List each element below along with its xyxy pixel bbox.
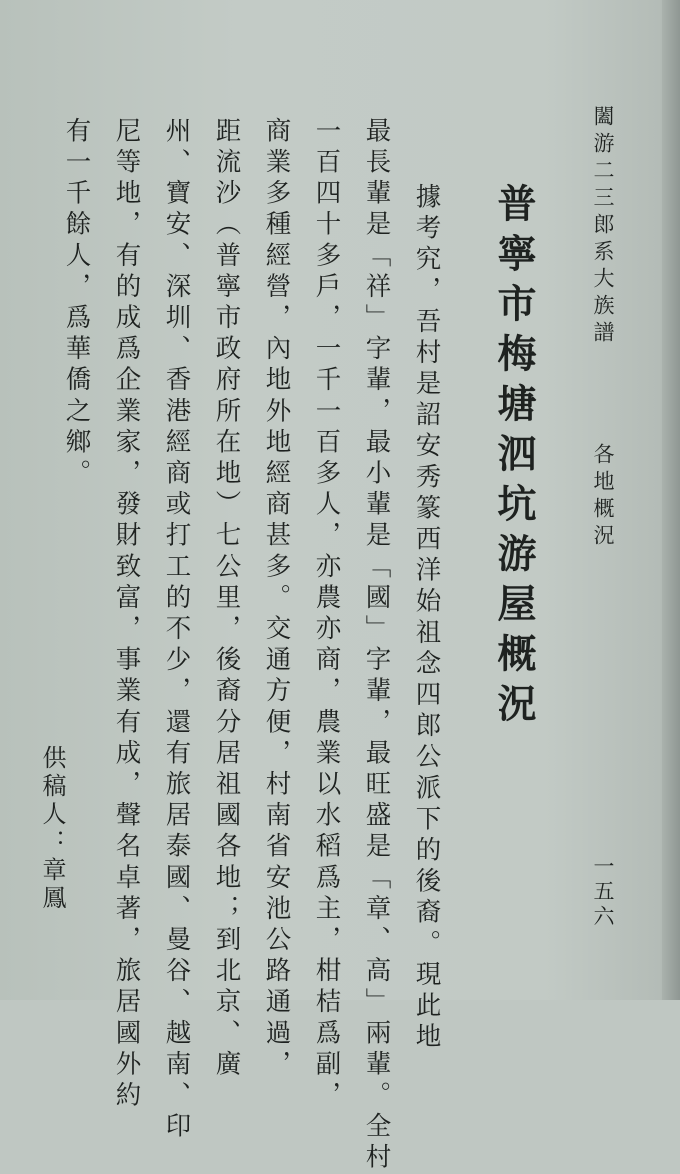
article-title: 普寧市梅塘泗坑游屋概況 [491, 183, 537, 733]
body-column-6: 州、寶安、深圳、香港經商或打工的不少，還有旅居泰國、曼谷、越南、印 [161, 117, 192, 1144]
body-column-2: 最長輩是「祥」字輩，最小輩是「國」字輩，最旺盛是「章、高」兩輩。全村 [361, 117, 392, 1174]
contributor-credit: 供稿人：章鳳 [38, 745, 66, 913]
running-section-title: 各地概況 [591, 443, 615, 551]
body-column-5: 距流沙（普寧市政府所在地）七公里，後裔分居祖國各地；到北京、廣 [211, 117, 242, 1082]
body-column-7: 尼等地，有的成爲企業家，發財致富，事業有成，聲名卓著，旅居國外約 [111, 117, 142, 1113]
page-edge [662, 0, 680, 1000]
running-book-title: 闔游二三郎系大族譜 [591, 105, 615, 348]
body-column-3: 一百四十多戶，一千一百多人，亦農亦商，農業以水稻爲主，柑桔爲副， [311, 117, 342, 1113]
page-number: 一五六 [591, 855, 615, 930]
body-column-1: 據考究，吾村是詔安秀篆西洋始祖念四郎公派下的後裔。現此地 [411, 183, 442, 1054]
body-column-8: 有一千餘人，爲華僑之鄉。 [61, 117, 92, 491]
body-column-4: 商業多種經營，內地外地經商甚多。交通方便，村南省安池公路通過， [261, 117, 292, 1082]
